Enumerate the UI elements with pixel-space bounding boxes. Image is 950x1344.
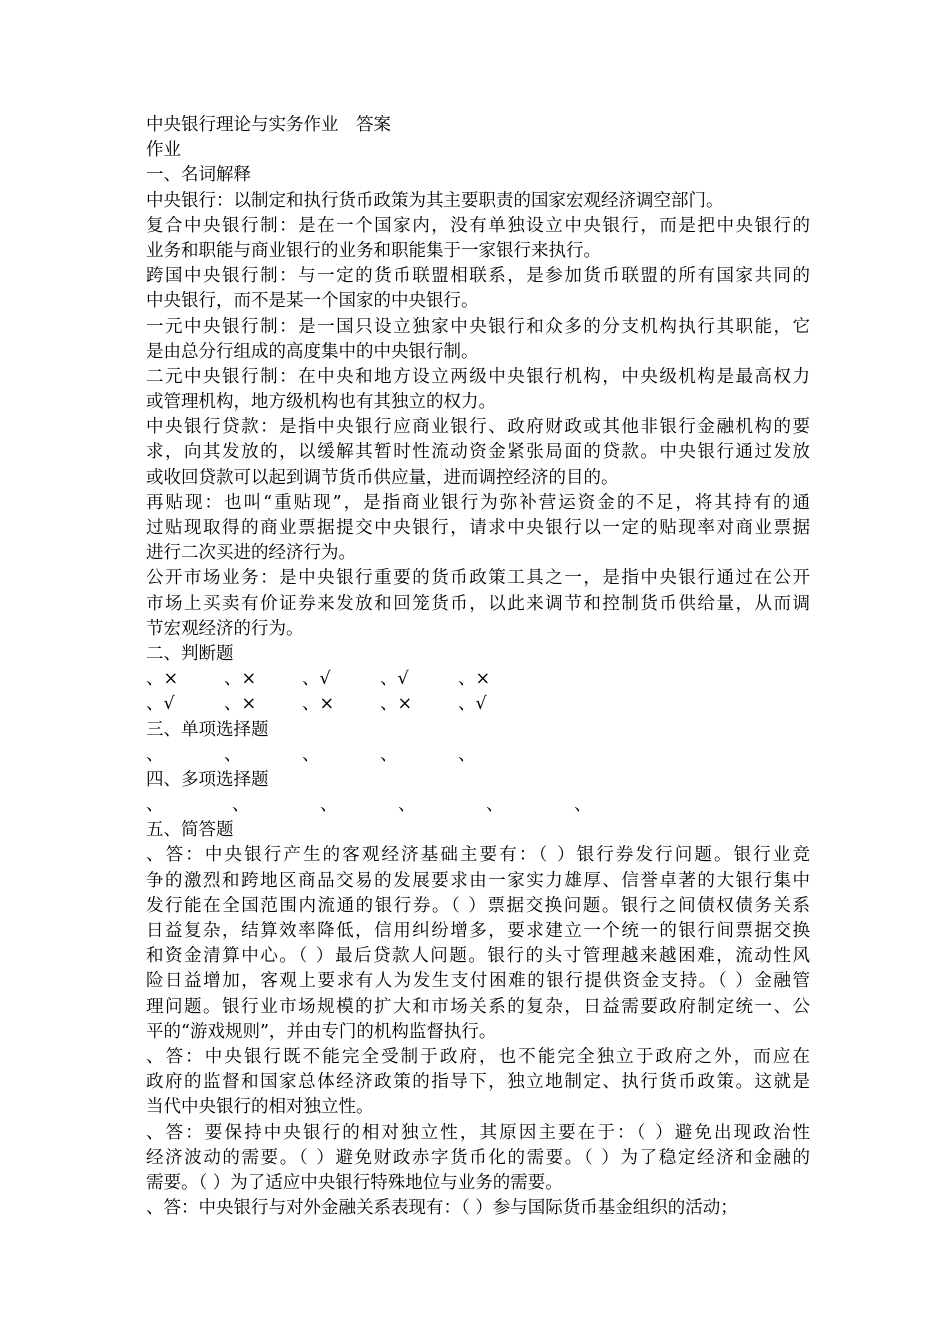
definitions-list (146, 189, 810, 642)
answer-paragraph-line: 和资金清算中心。（ ）最后贷款人问题。银行的头寸管理越来越困难，流动性风 (146, 946, 810, 967)
definition-paragraph-line: 中央银行贷款：是指中央银行应商业银行、政府财政或其他非银行金融机构的要 (146, 417, 810, 438)
section-heading-single-choice: 三、单项选择题 (146, 719, 269, 740)
judgement-row-item: 、× (146, 669, 179, 690)
definition-paragraph-line: 节宏观经济的行为。 (146, 618, 304, 639)
answer-paragraph-line: 争的激烈和跨地区商品交易的发展要求由一家实力雄厚、信誉卓著的大银行集中 (146, 870, 810, 891)
judgement-row-item: 、× (458, 669, 491, 690)
multi-choice-answers (146, 793, 810, 818)
multi-choice-row-item: 、 (574, 795, 592, 816)
multi-choice-row-item: 、 (320, 795, 338, 816)
definition-paragraph (146, 214, 810, 264)
answer-paragraph-line: 理问题。银行业市场规模的扩大和市场关系的复杂，日益需要政府制定统一、公 (146, 996, 810, 1017)
answer-paragraph-line: 险日益增加，客观上要求有人为发生支付困难的银行提供资金支持。（ ）金融管 (146, 971, 810, 992)
judgement-row-item: 、√ (146, 694, 175, 715)
definition-paragraph-line: 过贴现取得的商业票据提交中央银行，请求中央银行以一定的贴现率对商业票据 (146, 518, 810, 538)
definition-paragraph-line: 市场上买卖有价证券来发放和回笼货币，以此来调节和控制货币供给量，从而调 (146, 593, 810, 614)
section-heading-short-answer: 五、简答题 (146, 820, 234, 841)
definition-paragraph (146, 415, 810, 491)
short-answers-list (146, 843, 810, 1221)
judgement-row-item: 、× (224, 669, 257, 690)
document-title: 中央银行理论与实务作业 答案 (146, 115, 391, 135)
single-choice-row-item: 、 (458, 744, 476, 765)
definition-paragraph-line: 二元中央银行制：在中央和地方设立两级中央银行机构，中央级机构是最高权力 (146, 366, 810, 387)
answer-paragraph (146, 843, 810, 1045)
definition-paragraph-line: 业务和职能与商业银行的业务和职能集于一家银行来执行。 (146, 240, 601, 261)
definition-paragraph-line: 中央银行：以制定和执行货币政策为其主要职责的国家宏观经济调空部门。 (146, 190, 724, 211)
section-heading-definitions: 一、名词解释 (146, 165, 251, 186)
single-choice-row-item: 、 (224, 744, 242, 765)
answer-paragraph-line: 、答：中央银行产生的客观经济基础主要有：（ ）银行券发行问题。银行业竞 (146, 845, 810, 866)
definition-paragraph-line: 公开市场业务：是中央银行重要的货币政策工具之一，是指中央银行通过在公开 (146, 568, 810, 589)
multi-choice-row (146, 793, 810, 818)
answer-paragraph-line: 发行能在全国范围内流通的银行券。（ ）票据交换问题。银行之间债权债务关系 (146, 895, 810, 916)
definition-paragraph-line: 一元中央银行制：是一国只设立独家中央银行和众多的分支机构执行其职能，它 (146, 316, 810, 337)
multi-choice-row-item: 、 (486, 795, 504, 816)
answer-paragraph-line: 需要。（ ）为了适应中央银行特殊地位与业务的需要。 (146, 1172, 563, 1193)
definition-paragraph (146, 566, 810, 642)
definition-paragraph (146, 315, 810, 365)
judgement-row-item: 、× (224, 694, 257, 715)
judgement-row-item: 、√ (458, 694, 487, 715)
definition-paragraph-line: 中央银行，而不是某一个国家的中央银行。 (146, 291, 479, 312)
multi-choice-row-item: 、 (146, 795, 164, 816)
answer-paragraph-line: 、答：要保持中央银行的相对独立性，其原因主要在于：（ ）避免出现政治性 (146, 1122, 810, 1143)
answer-paragraph (146, 1196, 810, 1221)
definition-paragraph (146, 189, 810, 214)
judgement-row (146, 692, 810, 717)
definition-paragraph (146, 491, 810, 567)
definition-paragraph-line: 进行二次买进的经济行为。 (146, 543, 356, 564)
multi-choice-row-item: 、 (232, 795, 250, 816)
answer-paragraph-line: 当代中央银行的相对独立性。 (146, 1097, 374, 1118)
single-choice-row-item: 、 (380, 744, 398, 765)
judgement-row-item: 、√ (380, 669, 409, 690)
definition-paragraph-line: 跨国中央银行制：与一定的货币联盟相联系，是参加货币联盟的所有国家共同的 (146, 266, 810, 287)
definition-paragraph (146, 365, 810, 415)
document-subtitle: 作业 (146, 140, 181, 161)
definition-paragraph (146, 264, 810, 314)
judgement-answers (146, 667, 810, 717)
answer-paragraph-line: 经济波动的需要。（ ）避免财政赤字货币化的需要。（ ）为了稳定经济和金融的 (146, 1147, 810, 1168)
definition-paragraph-line: 再贴现：也叫“重贴现”，是指商业银行为弥补营运资金的不足，将其持有的通 (146, 492, 810, 513)
judgement-row-item: 、× (302, 694, 335, 715)
definition-paragraph-line: 求，向其发放的，以缓解其暂时性流动资金紧张局面的贷款。中央银行通过发放 (146, 442, 810, 463)
definition-paragraph-line: 或收回贷款可以起到调节货币供应量，进而调控经济的目的。 (146, 467, 619, 488)
single-choice-row-item: 、 (302, 744, 320, 765)
answer-paragraph-line: 平的“游戏规则”，并由专门的机构监督执行。 (146, 1021, 497, 1042)
judgement-row-item: 、√ (302, 669, 331, 690)
answer-paragraph-line: 、答：中央银行与对外金融关系表现有：（ ）参与国际货币基金组织的活动； (146, 1198, 738, 1219)
judgement-row-item: 、× (380, 694, 413, 715)
judgement-row (146, 667, 810, 692)
single-choice-row-item: 、 (146, 744, 164, 765)
answer-paragraph (146, 1045, 810, 1121)
document-page (146, 113, 810, 1221)
answer-paragraph-line: 政府的监督和国家总体经济政策的指导下，独立地制定、执行货币政策。这就是 (146, 1072, 810, 1093)
multi-choice-row-item: 、 (398, 795, 416, 816)
definition-paragraph-line: 复合中央银行制：是在一个国家内，没有单独设立中央银行，而是把中央银行的 (146, 215, 810, 236)
single-choice-answers (146, 743, 810, 768)
answer-paragraph (146, 1121, 810, 1197)
single-choice-row (146, 743, 810, 768)
answer-paragraph-line: 日益复杂，结算效率降低，信用纠纷增多，要求建立一个统一的银行间票据交换 (146, 921, 810, 941)
definition-paragraph-line: 或管理机构，地方级机构也有其独立的权力。 (146, 392, 496, 413)
answer-paragraph-line: 、答：中央银行既不能完全受制于政府，也不能完全独立于政府之外，而应在 (146, 1046, 810, 1067)
section-heading-multi-choice: 四、多项选择题 (146, 769, 269, 790)
definition-paragraph-line: 是由总分行组成的高度集中的中央银行制。 (146, 341, 479, 362)
section-heading-judgement: 二、判断题 (146, 643, 234, 664)
